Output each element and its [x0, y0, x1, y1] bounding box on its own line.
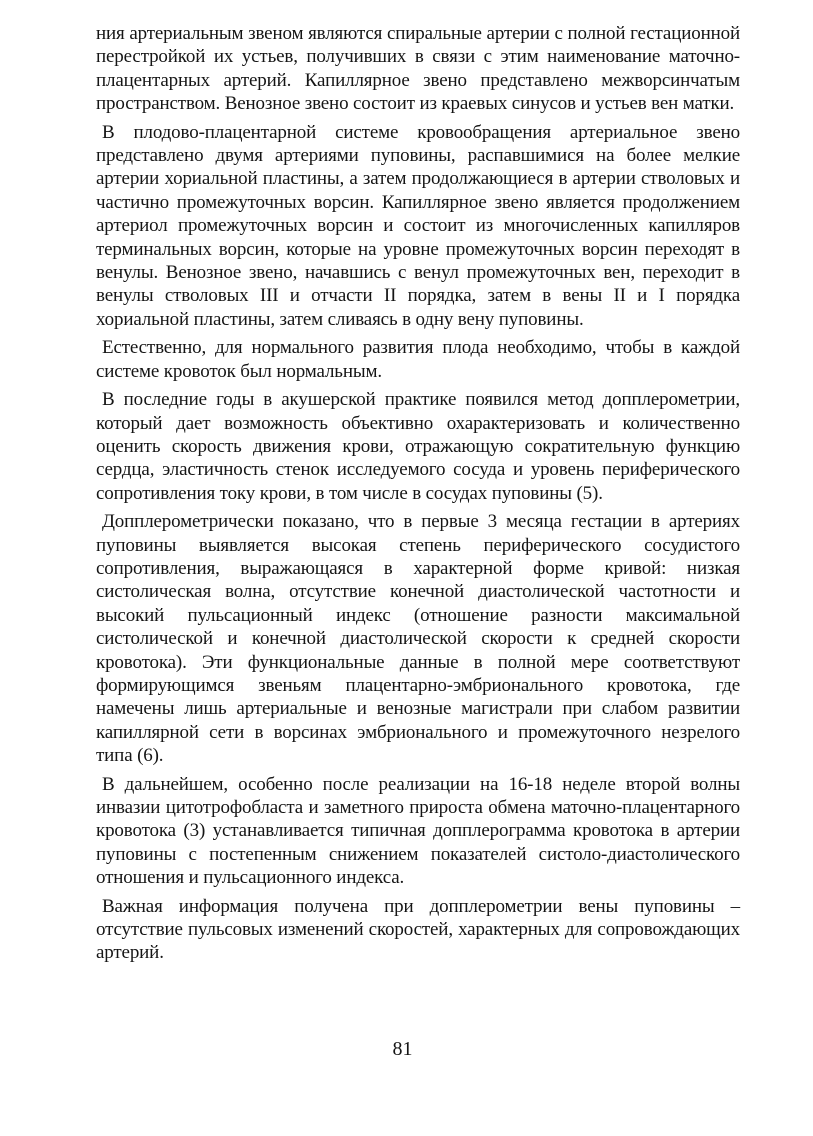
page-number-footer — [0, 1038, 813, 1061]
paragraph-2: В плодово-плацентарной системе кровообращения артериальное звено представлено двумя артериями пуповины, распавшимися на более мелкие артерии хориальной пластины, а затем продолжающиеся в артерии стволовых и частично промежуточных ворсин. Капиллярное звено является продолжением артериол промежуточных ворсин и состоит из многочисленных капилляров терминальных ворсин, которые на уровне промежуточных ворсин переходят в венулы. Венозное звено, начавшись с венул промежуточных вен, переходит в венулы стволовых III и отчасти II порядка, затем в вены II и I порядка хориальной пластины, затем сливаясь в одну вену пуповины. — [96, 121, 740, 330]
paragraph-3: Естественно, для нормального развития плода необходимо, чтобы в каждой системе кровоток был нормальным. — [96, 337, 740, 382]
paragraph-6: В дальнейшем, особенно после реализации на 16-18 неделе второй волны инвазии цитотрофобласта и заметного прироста обмена маточно-плацентарного кровотока (3) устанавливается типичная допплерограмма кровотока в артерии пуповины с постепенным снижением показателей систоло-диастолического отношения и пульсационного индекса. — [96, 773, 740, 889]
paragraph-1: ния артериальным звеном являются спиральные артерии с полной гестационной перестройкой их устьев, получивших в связи с этим наименование маточно-плацентарных артерий. Капиллярное звено представлено межворсинчатым пространством. Венозное звено состоит из краевых синусов и устьев вен матки. — [96, 23, 740, 115]
paragraph-7: Важная информация получена при допплерометрии вены пуповины – отсутствие пульсовых изменений скоростей, характерных для сопровождающих артерий. — [96, 895, 740, 964]
paragraph-4: В последние годы в акушерской практике появился метод допплерометрии, который дает возможность объективно охарактеризовать и количественно оценить скорость движения крови, отражающую сократительную функцию сердца, эластичность стенок исследуемого сосуда и уровень периферического сопротивления току крови, в том числе в сосудах пуповины (5). — [96, 389, 740, 504]
page-number: 81 — [392, 1038, 413, 1060]
paragraph-5: Допплерометрически показано, что в первые 3 месяца гестации в артериях пуповины выявляется высокая степень периферического сосудистого сопротивления, выражающаяся в характерной форме кривой: низкая систолическая волна, отсутствие конечной диастолической частотности и высокий пульсационный индекс (отношение разности максимальной систолической и конечной диастолической скорости к средней скорости кровотока). Эти функциональные данные в полной мере соответствуют формирующимся звеньям плацентарно-эмбрионального кровотока, где намечены лишь артериальные и венозные магистрали при слабом развитии капиллярной сети в ворсинах эмбрионального и промежуточного незрелого типа (6). — [96, 511, 740, 767]
page-body — [96, 22, 740, 970]
